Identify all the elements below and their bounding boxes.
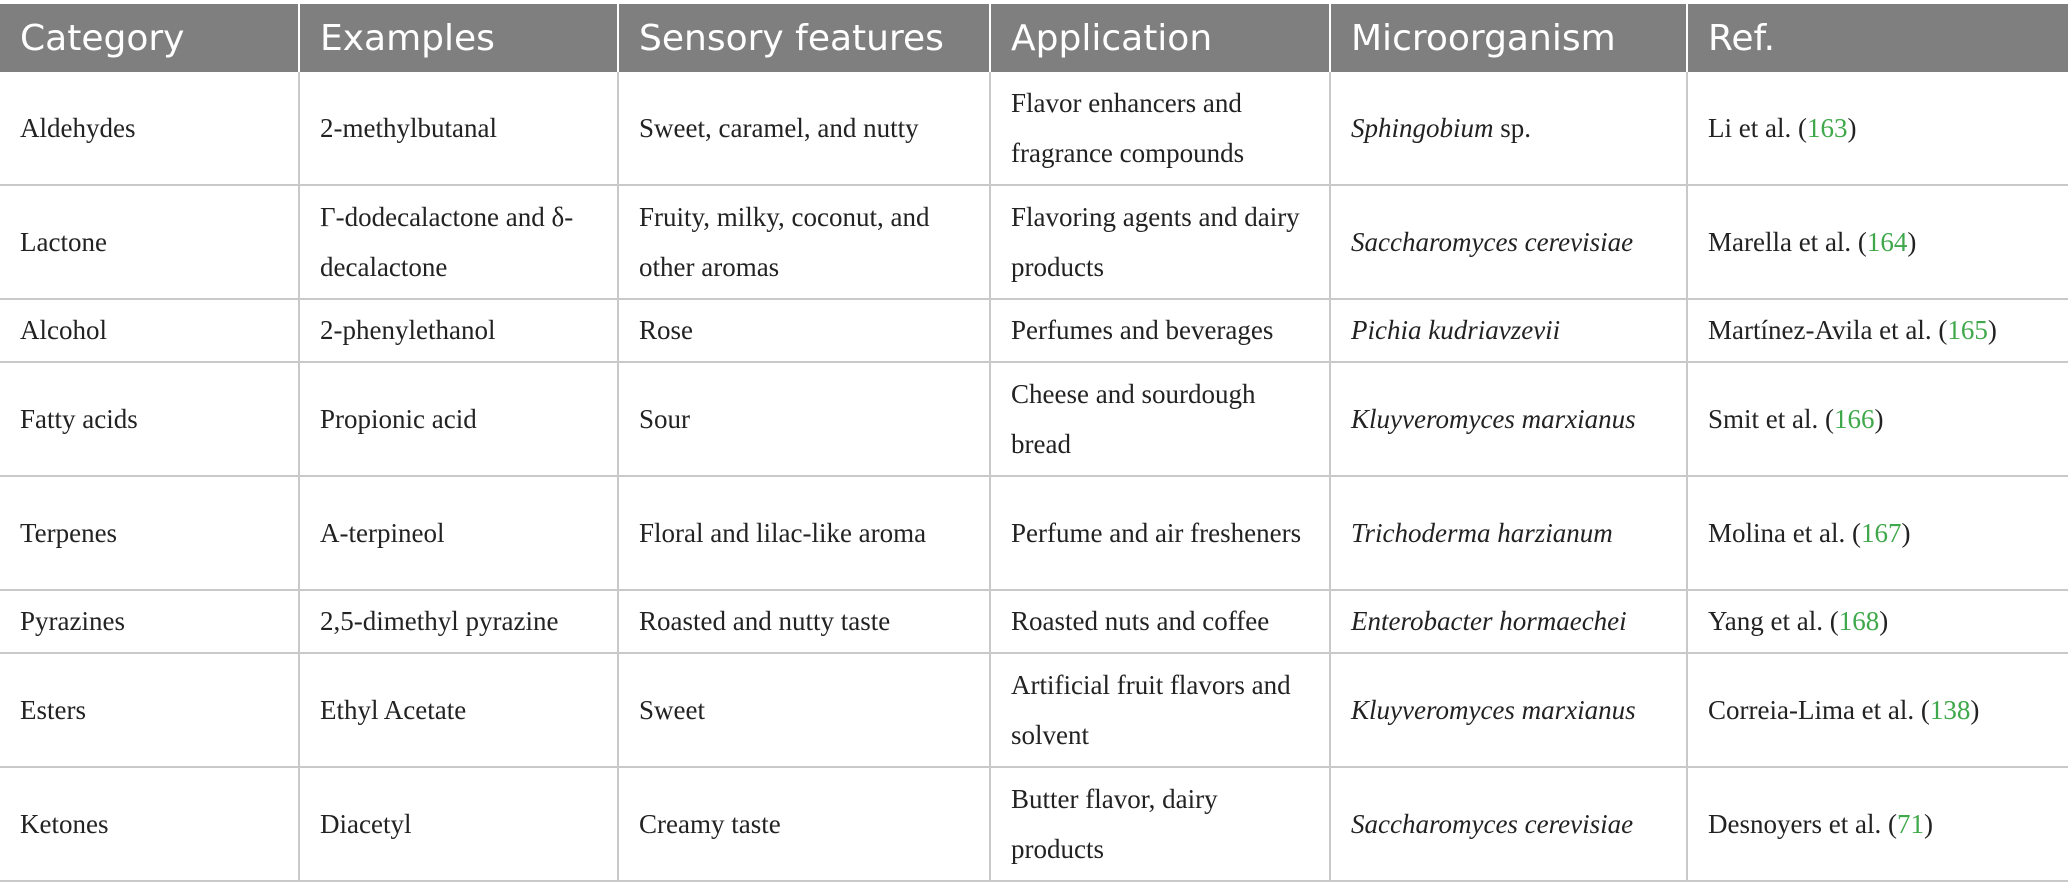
ref-link[interactable]: 163 xyxy=(1806,112,1848,143)
cell-category: Lactone xyxy=(0,185,299,299)
cell-category: Terpenes xyxy=(0,476,299,590)
table-row xyxy=(0,362,2068,476)
cell-ref xyxy=(1687,185,2068,299)
microorganism-name: Sphingobium xyxy=(1351,112,1494,143)
ref-author: Li et al. ( xyxy=(1708,112,1807,143)
ref-close: ) xyxy=(1901,517,1911,548)
ref-author: Desnoyers et al. ( xyxy=(1708,808,1897,839)
cell-ref xyxy=(1687,362,2068,476)
ref-close: ) xyxy=(1907,226,1917,257)
cell-category: Ketones xyxy=(0,767,299,881)
microorganism-name: Pichia kudriavzevii xyxy=(1351,315,1561,345)
ref-close: ) xyxy=(1970,694,1980,725)
ref-author: Smit et al. ( xyxy=(1708,403,1834,434)
cell-examples: A-terpineol xyxy=(299,476,618,590)
header-row xyxy=(0,2,2068,72)
table-row xyxy=(0,653,2068,767)
cell-category: Esters xyxy=(0,653,299,767)
microorganism-name: Saccharomyces cerevisiae xyxy=(1351,808,1634,839)
cell-microorganism xyxy=(1330,185,1687,299)
ref-author: Marella et al. ( xyxy=(1708,226,1867,257)
cell-microorganism xyxy=(1330,72,1687,185)
ref-link[interactable]: 71 xyxy=(1896,808,1924,839)
ref-link[interactable]: 138 xyxy=(1929,694,1971,725)
header-ref: Ref. xyxy=(1687,2,2068,72)
cell-microorganism xyxy=(1330,767,1687,881)
microorganism-name: Enterobacter hormaechei xyxy=(1351,606,1627,636)
cell-sensory: Rose xyxy=(618,299,990,362)
cell-examples: 2-phenylethanol xyxy=(299,299,618,362)
cell-ref xyxy=(1687,299,2068,362)
cell-ref xyxy=(1687,590,2068,653)
microorganism-name: Saccharomyces cerevisiae xyxy=(1351,226,1634,257)
cell-examples: 2-methylbutanal xyxy=(299,72,618,185)
ref-author: Correia-Lima et al. ( xyxy=(1708,694,1930,725)
microorganism-suffix: sp. xyxy=(1493,112,1532,143)
cell-category: Aldehydes xyxy=(0,72,299,185)
cell-examples: Ethyl Acetate xyxy=(299,653,618,767)
cell-microorganism xyxy=(1330,476,1687,590)
header-category: Category xyxy=(0,2,299,72)
cell-sensory: Sour xyxy=(618,362,990,476)
cell-application: Flavoring agents and dairy products xyxy=(990,185,1330,299)
table-row xyxy=(0,767,2068,881)
cell-ref xyxy=(1687,653,2068,767)
cell-sensory: Roasted and nutty taste xyxy=(618,590,990,653)
ref-close: ) xyxy=(1987,315,1997,345)
cell-sensory: Creamy taste xyxy=(618,767,990,881)
cell-application: Butter flavor, dairy products xyxy=(990,767,1330,881)
ref-close: ) xyxy=(1874,403,1884,434)
ref-close: ) xyxy=(1923,808,1933,839)
cell-microorganism xyxy=(1330,590,1687,653)
ref-close: ) xyxy=(1847,112,1857,143)
cell-sensory: Sweet, caramel, and nutty xyxy=(618,72,990,185)
table-row xyxy=(0,72,2068,185)
cell-category: Pyrazines xyxy=(0,590,299,653)
table-row xyxy=(0,590,2068,653)
microorganism-name: Kluyveromyces marxianus xyxy=(1351,403,1636,434)
ref-link[interactable]: 166 xyxy=(1833,403,1875,434)
header-microorganism: Microorganism xyxy=(1330,2,1687,72)
cell-ref xyxy=(1687,476,2068,590)
cell-application: Roasted nuts and coffee xyxy=(990,590,1330,653)
table-row xyxy=(0,299,2068,362)
cell-examples: Propionic acid xyxy=(299,362,618,476)
cell-application: Artificial fruit flavors and solvent xyxy=(990,653,1330,767)
cell-application: Cheese and sourdough bread xyxy=(990,362,1330,476)
ref-link[interactable]: 167 xyxy=(1860,517,1902,548)
ref-close: ) xyxy=(1879,606,1889,636)
table-row xyxy=(0,476,2068,590)
header-application: Application xyxy=(990,2,1330,72)
cell-ref xyxy=(1687,767,2068,881)
cell-examples: Diacetyl xyxy=(299,767,618,881)
header-sensory-features: Sensory features xyxy=(618,2,990,72)
cell-application: Perfume and air fresheners xyxy=(990,476,1330,590)
table-row xyxy=(0,185,2068,299)
cell-category: Fatty acids xyxy=(0,362,299,476)
header-examples: Examples xyxy=(299,2,618,72)
ref-author: Molina et al. ( xyxy=(1708,517,1861,548)
cell-category: Alcohol xyxy=(0,299,299,362)
ref-link[interactable]: 164 xyxy=(1866,226,1908,257)
ref-author: Yang et al. ( xyxy=(1708,606,1839,636)
cell-application: Perfumes and beverages xyxy=(990,299,1330,362)
cell-sensory: Sweet xyxy=(618,653,990,767)
cell-microorganism xyxy=(1330,653,1687,767)
ref-link[interactable]: 168 xyxy=(1838,606,1880,636)
cell-microorganism xyxy=(1330,362,1687,476)
microorganism-name: Kluyveromyces marxianus xyxy=(1351,694,1636,725)
cell-microorganism xyxy=(1330,299,1687,362)
cell-application: Flavor enhancers and fragrance compounds xyxy=(990,72,1330,185)
microorganism-name: Trichoderma harzianum xyxy=(1351,517,1613,548)
cell-examples: Γ-dodecalactone and δ-decalactone xyxy=(299,185,618,299)
cell-examples: 2,5-dimethyl pyrazine xyxy=(299,590,618,653)
ref-author: Martínez-Avila et al. ( xyxy=(1708,315,1948,345)
cell-ref xyxy=(1687,72,2068,185)
cell-sensory: Fruity, milky, coconut, and other aromas xyxy=(618,185,990,299)
cell-sensory: Floral and lilac-like aroma xyxy=(618,476,990,590)
ref-link[interactable]: 165 xyxy=(1947,315,1988,345)
